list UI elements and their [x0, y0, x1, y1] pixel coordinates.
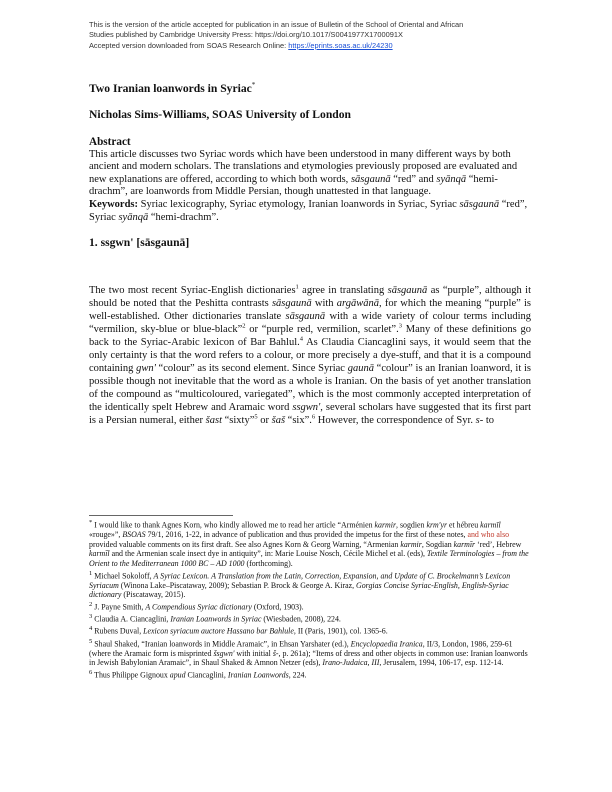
footnote-text: provided valuable comments on its first draft. See also Agnes Korn & Georg Warning, “Armenian [89, 539, 401, 549]
eprints-link[interactable]: https://eprints.soas.ac.uk/24230 [288, 40, 393, 50]
footnote-text: and the Armenian scale insect dye in antiquity”, in: Marie Louise Nosch, Cécile Michel et al. (eds), [109, 549, 427, 559]
footnote-text: 79/1, 2016, 1-22, in advance of publication and thus provided the impetus for the first of these notes, [145, 530, 468, 540]
body-span: However, the correspondence of Syr. [315, 414, 476, 426]
footnote-term: karmīl [89, 549, 110, 559]
article-title-text: Two Iranian loanwords in Syriac [89, 81, 252, 95]
footnote-ref[interactable]: 5 [254, 413, 258, 421]
body-term: šaš [271, 414, 286, 426]
body-term: sāsgaunā [285, 310, 326, 322]
keywords-label: Keywords: [89, 198, 138, 210]
notice-line-1: This is the version of the article accepted for publication in an issue of Bulletin of the School of Oriental and African [89, 20, 464, 29]
abstract [89, 136, 529, 224]
body-span: “sixty” [221, 414, 255, 426]
abstract-text-part: “red” and [390, 173, 437, 185]
section-heading: 1. ssgwn' [sāsgaunā] [89, 236, 190, 249]
footnote-4 [89, 624, 531, 636]
footnote-3 [89, 612, 531, 624]
footnote-text: Michael Sokoloff, [92, 571, 154, 581]
footnotes [89, 518, 531, 680]
footnote-text: I would like to thank Agnes Korn, who kindly allowed me to read her article “Arménien [92, 520, 375, 530]
footnote-text: Shaul Shaked, “Iranian loanwords in Middle Aramaic”, in Ehsan Yarshater (ed.), [92, 639, 351, 649]
footnote-term: šsgwn' [213, 648, 235, 658]
footnote-text: Thus Philippe Gignoux [92, 670, 170, 680]
keywords-text: Syriac lexicography, Syriac etymology, Iranian loanwords in Syriac, Syriac [138, 198, 460, 210]
body-span: The two most recent Syriac-English dictionaries [89, 285, 296, 296]
footnote-term: BSOAS [122, 530, 146, 540]
body-term: sāsgaunā [387, 285, 428, 296]
footnote-marker: 1 [89, 569, 93, 577]
body-term: argāwānā [336, 297, 379, 309]
footnote-text: , 224. [288, 670, 307, 680]
notice-line-3-prefix: Accepted version downloaded from SOAS Research Online: [89, 40, 289, 50]
footnote-text: Claudia A. Ciancaglini, [92, 614, 171, 624]
footnote-text: et hébreu [447, 520, 481, 530]
body-term: gwn' [136, 362, 156, 374]
footnote-ref[interactable]: 2 [242, 322, 246, 330]
author-line: Nicholas Sims-Williams, SOAS University of London [89, 108, 351, 121]
keyword-term: sāsgaunā [459, 198, 500, 210]
keyword-term: syānqā [118, 211, 149, 223]
body-span: , several scholars have suggested that its first part is a Persian numeral, either [89, 401, 531, 426]
footnote-term: Encyclopaedia Iranica [350, 639, 423, 649]
footnote-term: Lexicon syriacum auctore Hassano bar Bahlule [143, 627, 294, 637]
tracked-change-text: and who also [467, 530, 510, 540]
footnote-term: karmīl [480, 520, 501, 530]
footnote-6 [89, 668, 531, 680]
body-span: with [311, 297, 337, 309]
publication-notice [89, 20, 549, 51]
body-term: s- [475, 414, 484, 426]
footnote-text: , Jerusalem, 1994, 106-17, esp. 112-14. [379, 658, 504, 668]
body-span: agree in translating [298, 285, 388, 296]
footnote-term: Textile Terminologies – from the Orient to the Mediterranean 1000 BC – AD 1000 [89, 549, 529, 568]
footnote-term: karmir [374, 520, 397, 530]
footnote-ref[interactable]: 4 [299, 335, 303, 343]
body-span: or “purple red, vermilion, scarlet”. [245, 323, 399, 335]
footnote-text: , Sogdian [421, 539, 454, 549]
footnote-text: (Oxford, 1903). [251, 602, 304, 612]
footnote-text: , II (Paris, 1901), col. 1365-6. [293, 627, 388, 637]
abstract-text-part: This article discusses two Syriac words which have been understood in many different ways by both ancient and modern scholars. The translations and etymologies previously proposed are evaluated and new explanations are offered, according to which both words, [89, 148, 518, 185]
footnote-text: , p. 261a); “Items of dress and other objects in common use: Iranian loanwords in Jewish Babylonian Aramaic”, in Shaul Shaked & Amnon Netzer (eds), [89, 648, 528, 668]
footnote-term: karmir [400, 539, 422, 549]
footnote-term: A Syriac Lexicon. A Translation from the Latin, Correction, Expansion, and Update of C. Brockelmann’s Lexicon Syriacum [89, 571, 511, 590]
footnote-text: ‘red’, Hebrew [475, 539, 522, 549]
body-term: šast [205, 414, 222, 426]
footnote-text: «rouge»”, [89, 530, 123, 540]
notice-line-3 [89, 41, 549, 51]
footnote-text: (Winona Lake–Piscataway, 2009); Sebastian P. Brock & George A. Kiraz, [118, 580, 357, 590]
body-span: with a wide variety of colour terms including “vermilion, sky-blue or blue-black” [89, 310, 532, 335]
body-term: gaunā [347, 362, 374, 374]
body-span: Many of these definitions go back to the Syriac-Arabic lexicon of Bar Bahlul. [89, 323, 532, 348]
footnote-term: apud [169, 670, 186, 680]
term-sasgauna: sāsgaunā [350, 173, 391, 185]
footnote-text: , II/3, London, 1986, 259-61 (where the Aramaic form is misprinted [89, 639, 513, 658]
footnote-term: Irano-Judaica, III [322, 658, 380, 668]
footnote-text: Rubens Duval, [92, 627, 144, 637]
footnote-term: karmīr [453, 539, 476, 549]
footnote-text: (forthcoming). [244, 559, 293, 568]
footnote-term: Gorgias Concise Syriac-English, English-Syriac dictionary [89, 580, 509, 600]
footnote-term: š- [272, 648, 279, 658]
abstract-heading: Abstract [89, 136, 131, 148]
footnote-marker: * [89, 519, 93, 526]
abstract-text-part: “hemi-drachm”, are loanwords from Middle Persian, though unattested in that language. [89, 173, 498, 198]
footnote-ref[interactable]: 6 [311, 413, 316, 421]
footnote-term: Iranian Loanwords [227, 670, 289, 680]
footnote-ref[interactable]: 1 [295, 283, 299, 291]
footnote-divider [89, 515, 233, 516]
footnote-ref[interactable]: 3 [398, 322, 402, 330]
body-span: to [483, 414, 495, 426]
notice-line-2: Studies published by Cambridge University Press: https://doi.org/10.1017/S0041977X1700091X [89, 30, 403, 40]
footnote-marker: 3 [89, 613, 93, 621]
body-term: sāsgaunā [271, 297, 312, 309]
keywords-text: “hemi-drachm”. [148, 211, 219, 223]
body-span: As Claudia Ciancaglini says, it would seem that the only certainty is that the word refers to a colour, or more precisely a dye-stuff, and that it is a compound containing [89, 336, 532, 374]
body-span: , for which the meaning “purple” is well-established. Other dictionaries translate [89, 297, 531, 322]
keywords-text: “red”, Syriac [89, 198, 528, 223]
footnote-text: (Wiesbaden, 2008), 224. [261, 614, 341, 624]
footnote-text: (Piscataway, 2015). [121, 590, 186, 600]
body-text [89, 285, 531, 427]
body-paragraph [89, 285, 531, 427]
keywords [89, 199, 529, 224]
body-span: “six”. [285, 414, 312, 426]
article-title [89, 81, 255, 95]
footnote-term: krm'yr [426, 520, 448, 530]
body-span: “colour” is an Iranian loanword, it is possible though not inevitable that the word as a whole is Iranian. On the basis of yet another translation of the compound as “multicoloured, variegated”, which is the most commonly accepted interpretation of the identically spelt Hebrew and Aramaic word [89, 362, 531, 413]
footnote-text: , sogdien [396, 520, 427, 530]
body-span: “colour” as its second element. Since Syriac [155, 362, 348, 374]
footnote-marker: 6 [89, 669, 93, 677]
footnote-text: J. Payne Smith, [92, 602, 146, 612]
footnote-text: Ciancaglini, [185, 670, 228, 680]
body-span: or [257, 414, 272, 426]
abstract-text [89, 149, 529, 199]
footnote-term: Iranian Loanwords in Syriac [170, 614, 262, 624]
footnote-5 [89, 637, 531, 668]
footnote-star [89, 518, 531, 569]
body-span: as “purple”, although it should be noted that the Peshitta contrasts [89, 285, 531, 309]
footnote-1 [89, 569, 531, 600]
footnote-term: A Compendious Syriac dictionary [145, 602, 252, 612]
footnote-marker: 2 [89, 601, 93, 608]
body-term: ssgwn' [292, 401, 321, 413]
footnote-2 [89, 600, 531, 612]
term-syanqa: syānqā [436, 173, 467, 185]
footnote-text: with initial [234, 648, 273, 658]
footnote-marker: 4 [89, 625, 93, 633]
title-footnote-marker[interactable]: * [251, 81, 256, 89]
footnote-marker: 5 [89, 637, 93, 645]
